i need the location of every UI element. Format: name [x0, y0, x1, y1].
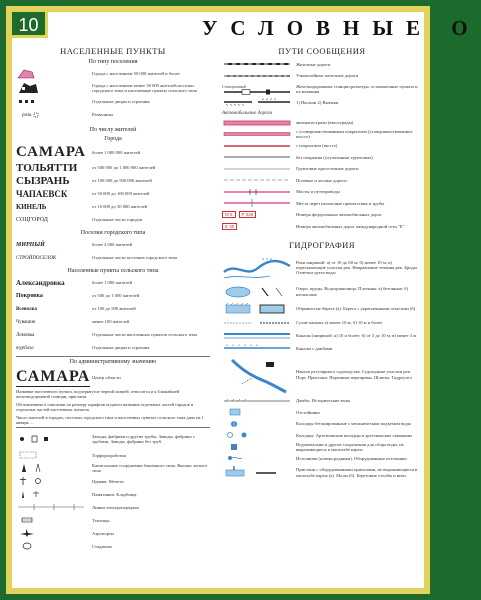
landmark-row: Памятники. Кладбища [16, 488, 210, 500]
big-city-symbol [16, 68, 92, 80]
canal-icon [222, 331, 292, 341]
hydro-header: ГИДРОГРАФИЯ [288, 239, 355, 250]
rural-type-header: Населенные пункты сельского типа [67, 268, 159, 274]
station-label: Станционный [222, 83, 246, 89]
note-text: Число жителей в городах, поселках городского типа и населенных пунктах сельского типа дано на 1 января ... [16, 414, 204, 426]
city-row: ЧАПАЕВСК от 50 000 до 100 000 жителей [16, 189, 150, 199]
pier-icon [222, 466, 292, 480]
canal-dam-icon [222, 344, 292, 352]
embankment-icon [222, 98, 292, 106]
road-row: без покрытия (улучшенные грунтовые) [222, 152, 422, 163]
admin-row: САМАРА Центр области [16, 368, 121, 385]
admin-city-label: САМАРА [16, 368, 91, 385]
city-label: САМАРА [16, 144, 86, 160]
airport-icon [16, 528, 56, 538]
settlements-header: НАСЕЛЕННЫЕ ПУНКТЫ [60, 46, 166, 56]
note-text: Обозначенные в описании по размеру шрифтов подписи названия отдельных частей городов и отдельных частей населенных пунктов. [16, 401, 194, 413]
hydro-row: Источники (ключи,родники). Оборудованные источники [222, 453, 422, 464]
landmark-row: Торфоразработки [16, 449, 210, 461]
peat-icon [16, 450, 56, 460]
block-polygon-icon [16, 81, 40, 95]
city-polygon-icon [16, 68, 36, 80]
greenhouse-icon [16, 516, 56, 524]
legend-row: Города с населением менее 50 000 жителей,поселки городского типа и населенные пункты сельского типа [16, 81, 210, 95]
roads-column [222, 44, 422, 482]
ruins-label: разв. [22, 112, 33, 118]
city-label: СОЦГОРОД [16, 217, 48, 223]
lake-icon [222, 285, 292, 299]
rural-label: Александровка [16, 279, 65, 287]
landmark-row: Аэропорты [16, 527, 210, 539]
shore-icon [222, 302, 292, 316]
railway-icon [222, 61, 292, 67]
bridge-icon [222, 188, 292, 196]
hydro-row: Отстойники [222, 407, 422, 418]
legend-row: Города с населением 50 000 жителей и более [16, 68, 210, 80]
roads-header: ПУТИ СООБЩЕНИЯ [278, 46, 366, 56]
unpaved-road-icon [222, 154, 292, 160]
hydro-row: Сухие каналы а) менее 10 м; б) 10 м и более [222, 318, 422, 329]
hydro-row: Колодцы бетонированные с механическим подъемом воды [222, 419, 422, 430]
city-row: ТОЛЬЯТТИ от 500 000 до 1 000 000 жителей [16, 162, 156, 174]
hydro-row: Водокачальни и другие сооружения для сбора воды, не выражающиеся в масштабе карты [222, 442, 422, 453]
landmark-row: Капитальные сооружения башенного типа. Вышки легкого типа [16, 462, 210, 474]
urban-type-header: Поселки городского типа [80, 230, 146, 236]
small-town-symbol [16, 81, 92, 95]
road-row: М 5 Р 226 Номера федеральных автомобильных дорог [222, 210, 422, 221]
dam-icon [222, 398, 292, 404]
urban-row: СТРОЙПОСЕЛОК Отдельные части поселков городского типа [16, 255, 178, 261]
rural-label: турбаза [16, 345, 34, 351]
legend-page [12, 12, 481, 588]
spring-icon [222, 454, 292, 462]
rural-row: Покровка от 500 до 1 000 жителей [16, 293, 140, 299]
page-title: УСЛОВНЫЕ О [202, 16, 481, 40]
narrow-railway-icon [222, 73, 292, 79]
rural-label: Покровка [16, 293, 43, 299]
hydro-row: Каналы с дамбами [222, 343, 422, 354]
rural-row: Чувашин менее 100 жителей [16, 319, 130, 325]
water-tower-icon [222, 443, 292, 451]
e-road-badge: Е 30 [222, 223, 237, 230]
hydro-row: Озера, пруды. Водохранилища. Плотины: а) бетонные; б) неопасные [222, 284, 422, 300]
river-icon [222, 254, 292, 282]
settling-tank-icon [222, 408, 292, 416]
tower-icon [16, 462, 56, 474]
urban-label: МИРНЫЙ [16, 242, 45, 248]
road-row: Е 30 Номера автомобильных дорог международной сети "Е" [222, 221, 422, 232]
factory-icon [16, 432, 56, 446]
stadium-icon [16, 541, 56, 551]
city-row: СЫЗРАНЬ от 100 000 до 500 000 жителей [16, 175, 152, 187]
dirt-road-icon [222, 166, 292, 172]
city-row: САМАРА более 1 000 000 жителей [16, 144, 141, 160]
road-row: Узкоколейные железные дороги [222, 71, 422, 82]
landmark-row: Заводы, фабрики и другие трубы. Заводы, фабрики с трубами. Заводы, фабрики без труб. [16, 430, 210, 448]
rural-label: Всеволка [16, 306, 38, 312]
hydro-row: Реки шириной: а) от 10 до 60 м; б) менее 10 м; в) пересыхающие участки рек. Направление течения рек. Броды. Отметки уреза воды [222, 253, 422, 283]
road-row: автомагистрали (автострады) [222, 118, 422, 129]
urban-label: СТРОЙПОСЕЛОК [16, 255, 57, 261]
towns-header: Города [104, 136, 122, 142]
road-row: Места через неопасные препятствия и трубы [222, 198, 422, 209]
hydro-row: Каналы (шириной: а) 10 и более; б) от 3 до 10 м; в) менее 3 м [222, 329, 422, 342]
hydro-row: Колодцы. Артезианские колодцы и артезианские скважины [222, 430, 422, 441]
legend-row: Отдельные дворы и строения [16, 96, 210, 108]
hydro-row: Обрывистые берега (а). Берега с укрепленными откосами (б) [222, 301, 422, 317]
auto-roads-caption: Автомобильные дороги [222, 110, 273, 116]
well-pump-icon [222, 420, 292, 428]
road-number-badge: Р 226 [239, 211, 257, 218]
by-type-header: По типу поселения [88, 59, 138, 65]
hydro-row: Начало регулярного судоходства. Судоходные участки рек. Порт. Пристани. Паромные переправы. Шлюзы. Гидроузел [222, 355, 422, 395]
ruins-icon [32, 111, 44, 119]
dry-canal-icon [222, 320, 292, 326]
city-label: ЧАПАЕВСК [16, 189, 68, 199]
improved-road-icon [222, 130, 292, 138]
city-label: СЫЗРАНЬ [16, 175, 70, 187]
city-row: СОЦГОРОД Отдельные части городов [16, 217, 143, 223]
rural-label: Ломовка [16, 332, 35, 338]
rural-row: турбаза Отдельные дворы и строения [16, 345, 150, 351]
city-row: КИНЕЛЬ от 10 000 до 50 000 жителей [16, 203, 148, 211]
road-row: с усовершенствованным покрытием (усовершенствованное шоссе) [222, 129, 422, 140]
page-number: 10 [12, 12, 48, 38]
church-icon [16, 476, 56, 486]
legend-row: разв. Развалины [22, 112, 113, 118]
rural-row: Ломовка Отдельные части населенных пунктов сельского типа [16, 332, 198, 338]
navigation-icon [222, 356, 292, 394]
settlements-column [16, 44, 210, 553]
road-row: с покрытием (шоссе) [222, 141, 422, 152]
building-dots-icon [16, 98, 46, 106]
by-population-header: По числу жителей [89, 127, 137, 133]
rural-label: Чувашин [16, 319, 36, 325]
rural-row: Александровка более 1 000 жителей [16, 279, 133, 287]
road-number-badge: М 5 [222, 211, 236, 218]
road-row: Мосты и путепроводы [222, 187, 422, 198]
road-row: 1) Насыпи 2) Выемки [222, 97, 422, 108]
road-row: Станционный Железнодорожные станции,разъезды, остановочные пункты и их названия [222, 83, 418, 94]
crossing-icon [222, 199, 292, 207]
road-row: Полевые и лесные дороги [222, 175, 422, 186]
paved-road-icon [222, 143, 292, 149]
highway-icon [222, 119, 292, 127]
note-text: Название населенного пункта, подчеркнутое черной линией, относится и к ближайшей железнодорожной станции, пристани. [16, 389, 180, 400]
city-label: ТОЛЬЯТТИ [16, 162, 78, 174]
hydro-row: Пристани с оборудованными причалами, не выражающиеся в масштабе карты (а). Молы (б). Береговые столбы и вехи. [222, 465, 422, 481]
well-icon [222, 431, 292, 439]
landmark-row: Церкви. Мечети [16, 475, 210, 487]
hydro-row: Дамбы. Исторические валы [222, 396, 422, 407]
road-row: Железные дороги [222, 59, 422, 70]
rural-row: Всеволка от 100 до 500 жителей [16, 306, 136, 312]
monument-icon [16, 489, 56, 499]
field-road-icon [222, 177, 292, 183]
road-row: Грунтовые проселочные дороги [222, 164, 422, 175]
power-line-icon [16, 503, 86, 511]
landmark-row: Линии электропередачи [16, 501, 210, 513]
landmark-row: Теплицы [16, 514, 210, 526]
urban-row: МИРНЫЙ более 2 000 жителей [16, 242, 133, 248]
by-admin-header: По административному значению [69, 359, 157, 365]
station-icon [222, 89, 292, 95]
landmark-row: Стадионы [16, 540, 210, 552]
city-label: КИНЕЛЬ [16, 203, 47, 211]
